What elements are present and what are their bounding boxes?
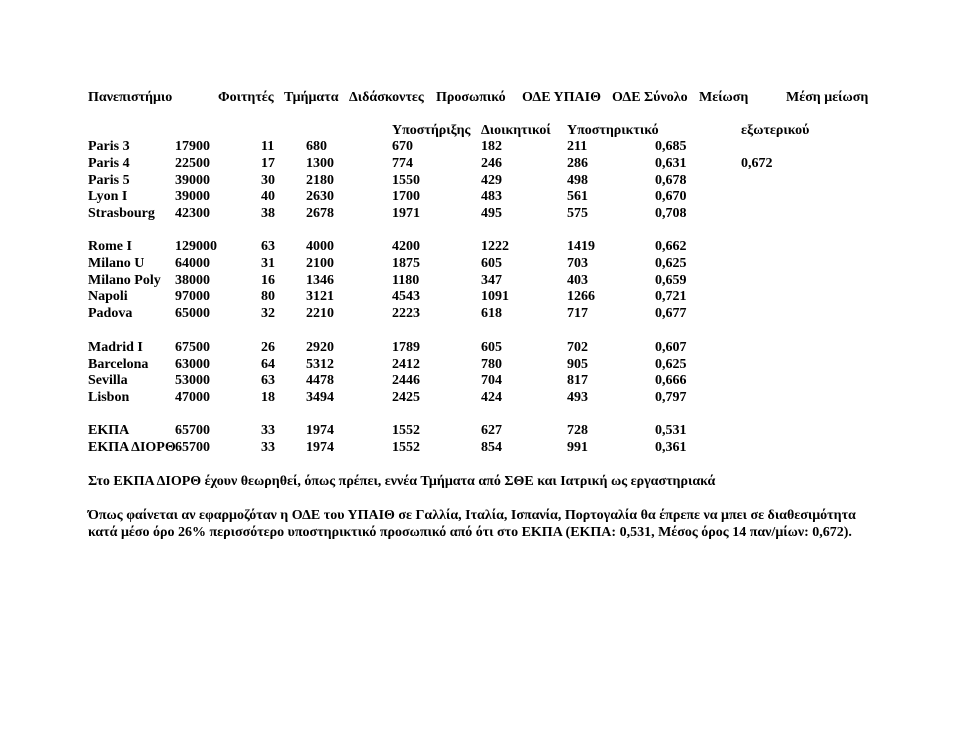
- reduction-cell: 0,670: [655, 189, 687, 204]
- university-cell: ΕΚΠΑ: [88, 423, 130, 438]
- university-cell: Paris 3: [88, 139, 130, 154]
- support-total-cell: 817: [567, 373, 588, 388]
- students-cell: 39000: [175, 173, 210, 188]
- admin-staff-cell: 246: [481, 156, 502, 171]
- admin-staff-cell: 495: [481, 206, 502, 221]
- support-total-cell: 1266: [567, 289, 595, 304]
- support-staff-cell: 1552: [392, 423, 420, 438]
- support-staff-cell: 774: [392, 156, 413, 171]
- column-header: Διδάσκοντες: [349, 90, 424, 105]
- departments-cell: 33: [261, 423, 275, 438]
- support-staff-cell: 2446: [392, 373, 420, 388]
- admin-staff-cell: 627: [481, 423, 502, 438]
- faculty-cell: 2630: [306, 189, 334, 204]
- departments-cell: 30: [261, 173, 275, 188]
- reduction-cell: 0,721: [655, 289, 687, 304]
- support-staff-cell: 4200: [392, 239, 420, 254]
- reduction-cell: 0,625: [655, 357, 687, 372]
- support-staff-cell: 1789: [392, 340, 420, 355]
- students-cell: 38000: [175, 273, 210, 288]
- university-cell: Strasbourg: [88, 206, 155, 221]
- support-staff-cell: 670: [392, 139, 413, 154]
- departments-cell: 17: [261, 156, 275, 171]
- faculty-cell: 1300: [306, 156, 334, 171]
- students-cell: 65000: [175, 306, 210, 321]
- faculty-cell: 4478: [306, 373, 334, 388]
- reduction-cell: 0,607: [655, 340, 687, 355]
- support-total-cell: 561: [567, 189, 588, 204]
- column-header: ΟΔΕ ΥΠΑΙΘ: [522, 90, 601, 105]
- support-total-cell: 498: [567, 173, 588, 188]
- students-cell: 42300: [175, 206, 210, 221]
- support-staff-cell: 1971: [392, 206, 420, 221]
- departments-cell: 11: [261, 139, 275, 154]
- reduction-cell: 0,361: [655, 440, 687, 455]
- support-total-cell: 991: [567, 440, 588, 455]
- university-cell: Milano U: [88, 256, 145, 271]
- students-cell: 97000: [175, 289, 210, 304]
- reduction-cell: 0,531: [655, 423, 687, 438]
- reduction-cell: 0,708: [655, 206, 687, 221]
- support-staff-cell: 1552: [392, 440, 420, 455]
- university-cell: Napoli: [88, 289, 128, 304]
- support-total-cell: 286: [567, 156, 588, 171]
- university-cell: Padova: [88, 306, 133, 321]
- faculty-cell: 1974: [306, 423, 334, 438]
- support-staff-cell: 2425: [392, 390, 420, 405]
- support-total-cell: 1419: [567, 239, 595, 254]
- column-subheader: Υποστήριξης: [392, 123, 471, 138]
- departments-cell: 80: [261, 289, 275, 304]
- university-cell: Madrid I: [88, 340, 143, 355]
- reduction-cell: 0,659: [655, 273, 687, 288]
- support-total-cell: 702: [567, 340, 588, 355]
- faculty-cell: 2180: [306, 173, 334, 188]
- students-cell: 67500: [175, 340, 210, 355]
- students-cell: 64000: [175, 256, 210, 271]
- faculty-cell: 4000: [306, 239, 334, 254]
- faculty-cell: 3121: [306, 289, 334, 304]
- departments-cell: 63: [261, 239, 275, 254]
- support-total-cell: 403: [567, 273, 588, 288]
- support-total-cell: 493: [567, 390, 588, 405]
- departments-cell: 18: [261, 390, 275, 405]
- departments-cell: 64: [261, 357, 275, 372]
- university-cell: Paris 4: [88, 156, 130, 171]
- column-header: Πανεπιστήμιο: [88, 90, 173, 105]
- faculty-cell: 5312: [306, 357, 334, 372]
- faculty-cell: 680: [306, 139, 327, 154]
- students-cell: 63000: [175, 357, 210, 372]
- support-staff-cell: 4543: [392, 289, 420, 304]
- support-total-cell: 717: [567, 306, 588, 321]
- reduction-cell: 0,662: [655, 239, 687, 254]
- students-cell: 65700: [175, 423, 210, 438]
- support-total-cell: 728: [567, 423, 588, 438]
- faculty-cell: 1346: [306, 273, 334, 288]
- reduction-cell: 0,677: [655, 306, 687, 321]
- admin-staff-cell: 347: [481, 273, 502, 288]
- reduction-cell: 0,631: [655, 156, 687, 171]
- admin-staff-cell: 1222: [481, 239, 509, 254]
- admin-staff-cell: 182: [481, 139, 502, 154]
- departments-cell: 63: [261, 373, 275, 388]
- support-total-cell: 575: [567, 206, 588, 221]
- university-cell: Rome I: [88, 239, 132, 254]
- admin-staff-cell: 605: [481, 340, 502, 355]
- support-total-cell: 211: [567, 139, 588, 154]
- support-staff-cell: 2412: [392, 357, 420, 372]
- faculty-cell: 3494: [306, 390, 334, 405]
- admin-staff-cell: 483: [481, 189, 502, 204]
- students-cell: 65700: [175, 440, 210, 455]
- students-cell: 22500: [175, 156, 210, 171]
- column-subheader: Υποστηρικτικό: [567, 123, 659, 138]
- departments-cell: 40: [261, 189, 275, 204]
- university-cell: Paris 5: [88, 173, 130, 188]
- reduction-cell: 0,685: [655, 139, 687, 154]
- reduction-cell: 0,666: [655, 373, 687, 388]
- faculty-cell: 2920: [306, 340, 334, 355]
- faculty-cell: 2210: [306, 306, 334, 321]
- note-correction: Στο ΕΚΠΑ ΔΙΟΡΘ έχουν θεωρηθεί, όπως πρέπει, εννέα Τμήματα από ΣΘΕ και Ιατρική ως εργαστηριακά: [88, 474, 716, 489]
- column-subheader: Διοικητικοί: [481, 123, 551, 138]
- support-staff-cell: 1550: [392, 173, 420, 188]
- admin-staff-cell: 704: [481, 373, 502, 388]
- support-staff-cell: 1180: [392, 273, 420, 288]
- support-total-cell: 905: [567, 357, 588, 372]
- university-cell: Barcelona: [88, 357, 149, 372]
- departments-cell: 26: [261, 340, 275, 355]
- column-header: ΟΔΕ Σύνολο: [612, 90, 688, 105]
- column-header: Τμήματα: [284, 90, 339, 105]
- avg-reduction-cell: 0,672: [741, 156, 773, 171]
- university-cell: Lyon I: [88, 189, 128, 204]
- admin-staff-cell: 1091: [481, 289, 509, 304]
- support-staff-cell: 2223: [392, 306, 420, 321]
- students-cell: 47000: [175, 390, 210, 405]
- column-subheader: εξωτερικού: [741, 123, 810, 138]
- reduction-cell: 0,625: [655, 256, 687, 271]
- departments-cell: 33: [261, 440, 275, 455]
- admin-staff-cell: 780: [481, 357, 502, 372]
- support-staff-cell: 1875: [392, 256, 420, 271]
- column-header: Μείωση: [699, 90, 749, 105]
- faculty-cell: 2678: [306, 206, 334, 221]
- faculty-cell: 2100: [306, 256, 334, 271]
- university-cell: Lisbon: [88, 390, 130, 405]
- university-cell: ΕΚΠΑ ΔΙΟΡΘ: [88, 440, 176, 455]
- departments-cell: 38: [261, 206, 275, 221]
- support-total-cell: 703: [567, 256, 588, 271]
- reduction-cell: 0,797: [655, 390, 687, 405]
- column-header: Μέση μείωση: [786, 90, 869, 105]
- faculty-cell: 1974: [306, 440, 334, 455]
- support-staff-cell: 1700: [392, 189, 420, 204]
- students-cell: 53000: [175, 373, 210, 388]
- reduction-cell: 0,678: [655, 173, 687, 188]
- admin-staff-cell: 854: [481, 440, 502, 455]
- admin-staff-cell: 424: [481, 390, 502, 405]
- students-cell: 39000: [175, 189, 210, 204]
- admin-staff-cell: 618: [481, 306, 502, 321]
- note-conclusion: Όπως φαίνεται αν εφαρμοζόταν η ΟΔΕ του ΥΠΑΙΘ σε Γαλλία, Ιταλία, Ισπανία, Πορτογαλία θα έπρεπε να μπει σε διαθεσιμότητα κατά μέσο όρο 26% περισσότερο υποστηρικτικό προσωπικό από ότι στο ΕΚΠΑ (ΕΚΠΑ: 0,531, Μέσος όρος 14 παν/μίων: 0,672).: [88, 508, 856, 540]
- admin-staff-cell: 605: [481, 256, 502, 271]
- column-header: Προσωπικό: [436, 90, 506, 105]
- departments-cell: 16: [261, 273, 275, 288]
- students-cell: 129000: [175, 239, 217, 254]
- column-header: Φοιτητές: [218, 90, 274, 105]
- departments-cell: 32: [261, 306, 275, 321]
- university-cell: Milano Poly: [88, 273, 161, 288]
- students-cell: 17900: [175, 139, 210, 154]
- university-cell: Sevilla: [88, 373, 128, 388]
- departments-cell: 31: [261, 256, 275, 271]
- admin-staff-cell: 429: [481, 173, 502, 188]
